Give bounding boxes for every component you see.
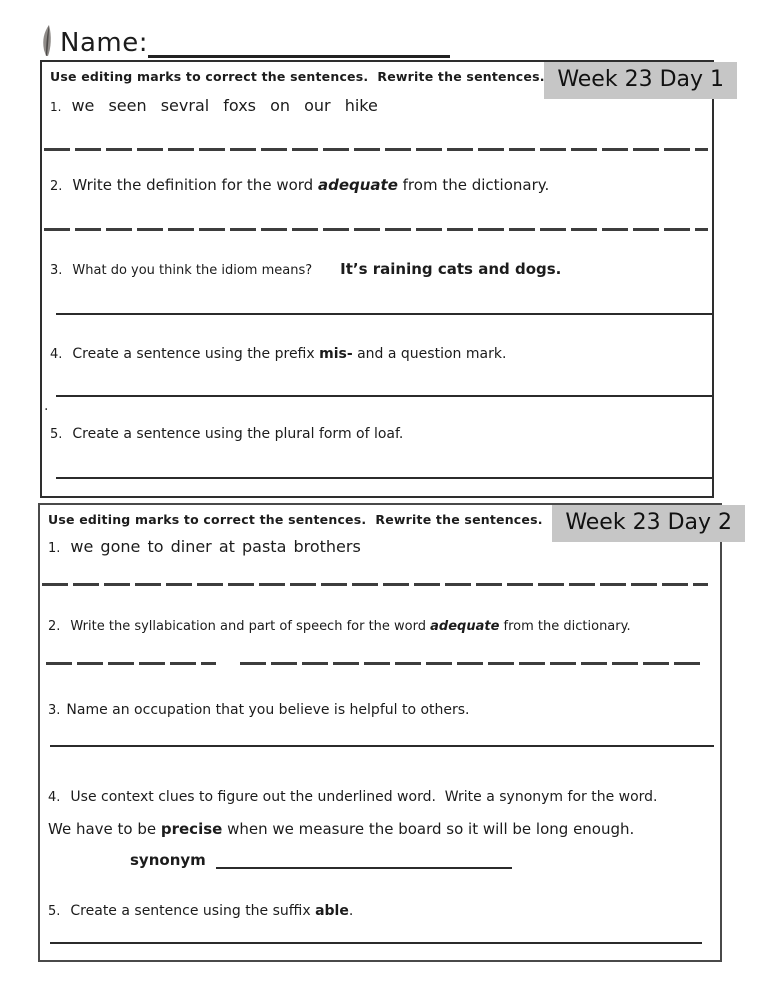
question-item <box>48 537 361 556</box>
item-text: Name an occupation that you believe is helpful to others. <box>66 702 470 718</box>
answer-line <box>44 228 708 231</box>
item-text: we seen sevral foxs on our hike <box>71 96 378 115</box>
question-item <box>48 702 470 718</box>
answer-line <box>50 942 702 944</box>
item-number: 1. <box>48 541 61 556</box>
item-text: Create a sentence using the suffix able. <box>70 903 354 919</box>
item-number: 4. <box>48 790 61 805</box>
stray-period: . <box>44 398 49 414</box>
question-item <box>48 903 353 919</box>
name-label: Name: <box>60 28 148 58</box>
item-text: Use context clues to figure out the underlined word. Write a synonym for the word. <box>70 789 658 805</box>
question-item <box>50 260 561 278</box>
answer-line <box>44 148 708 151</box>
item-text: What do you think the idiom means? It’s raining cats and dogs. <box>72 260 562 278</box>
instructions-text: Use editing marks to correct the sentences. Rewrite the sentences. <box>48 512 543 527</box>
answer-line <box>56 395 712 397</box>
item-text: we gone to diner at pasta brothers <box>70 537 361 556</box>
instructions-text: Use editing marks to correct the sentences. Rewrite the sentences. <box>50 69 545 84</box>
item-text: Write the syllabication and part of speech for the word adequate from the dictionary. <box>70 619 631 634</box>
day-badge: Week 23 Day 1 <box>544 62 737 99</box>
vocab-word: adequate <box>317 176 398 194</box>
question-item <box>50 426 403 442</box>
item-number: 5. <box>50 427 63 442</box>
answer-line <box>42 583 708 586</box>
underlined-word: precise <box>160 820 223 838</box>
section-day1 <box>40 60 724 498</box>
vocab-word: adequate <box>430 619 500 634</box>
synonym-label: synonym <box>130 851 206 869</box>
question-item <box>50 346 506 362</box>
item-number: 2. <box>50 179 63 194</box>
item-text: Create a sentence using the plural form of loaf. <box>72 426 404 442</box>
item-number: 3. <box>48 703 61 718</box>
name-blank-line <box>148 29 450 58</box>
suffix-word: able <box>315 903 349 919</box>
synonym-row <box>130 851 512 869</box>
question-item <box>48 789 658 805</box>
synonym-answer-line <box>216 853 512 869</box>
answer-line <box>56 477 712 479</box>
name-row <box>40 24 450 58</box>
answer-line <box>50 745 714 747</box>
item-text: Write the definition for the word adequate from the dictionary. <box>72 176 550 194</box>
answer-line-part-of-speech <box>240 662 702 665</box>
question-item <box>50 96 378 115</box>
item-number: 2. <box>48 619 61 634</box>
answer-line-syllabication <box>46 662 216 665</box>
item-number: 5. <box>48 904 61 919</box>
question-item <box>50 176 549 194</box>
section-day2 <box>38 503 732 962</box>
idiom-text: It’s raining cats and dogs. <box>340 260 562 278</box>
answer-line <box>56 313 712 315</box>
item-number: 3. <box>50 263 63 278</box>
item-text: Create a sentence using the prefix mis- and a question mark. <box>72 346 507 362</box>
question-item <box>48 619 631 634</box>
quill-icon <box>40 24 58 58</box>
prefix-word: mis- <box>319 346 353 362</box>
item-number: 1. <box>50 100 62 114</box>
context-sentence: We have to be precise when we measure the board so it will be long enough. <box>48 820 635 838</box>
day-badge: Week 23 Day 2 <box>552 505 745 542</box>
item-number: 4. <box>50 347 63 362</box>
